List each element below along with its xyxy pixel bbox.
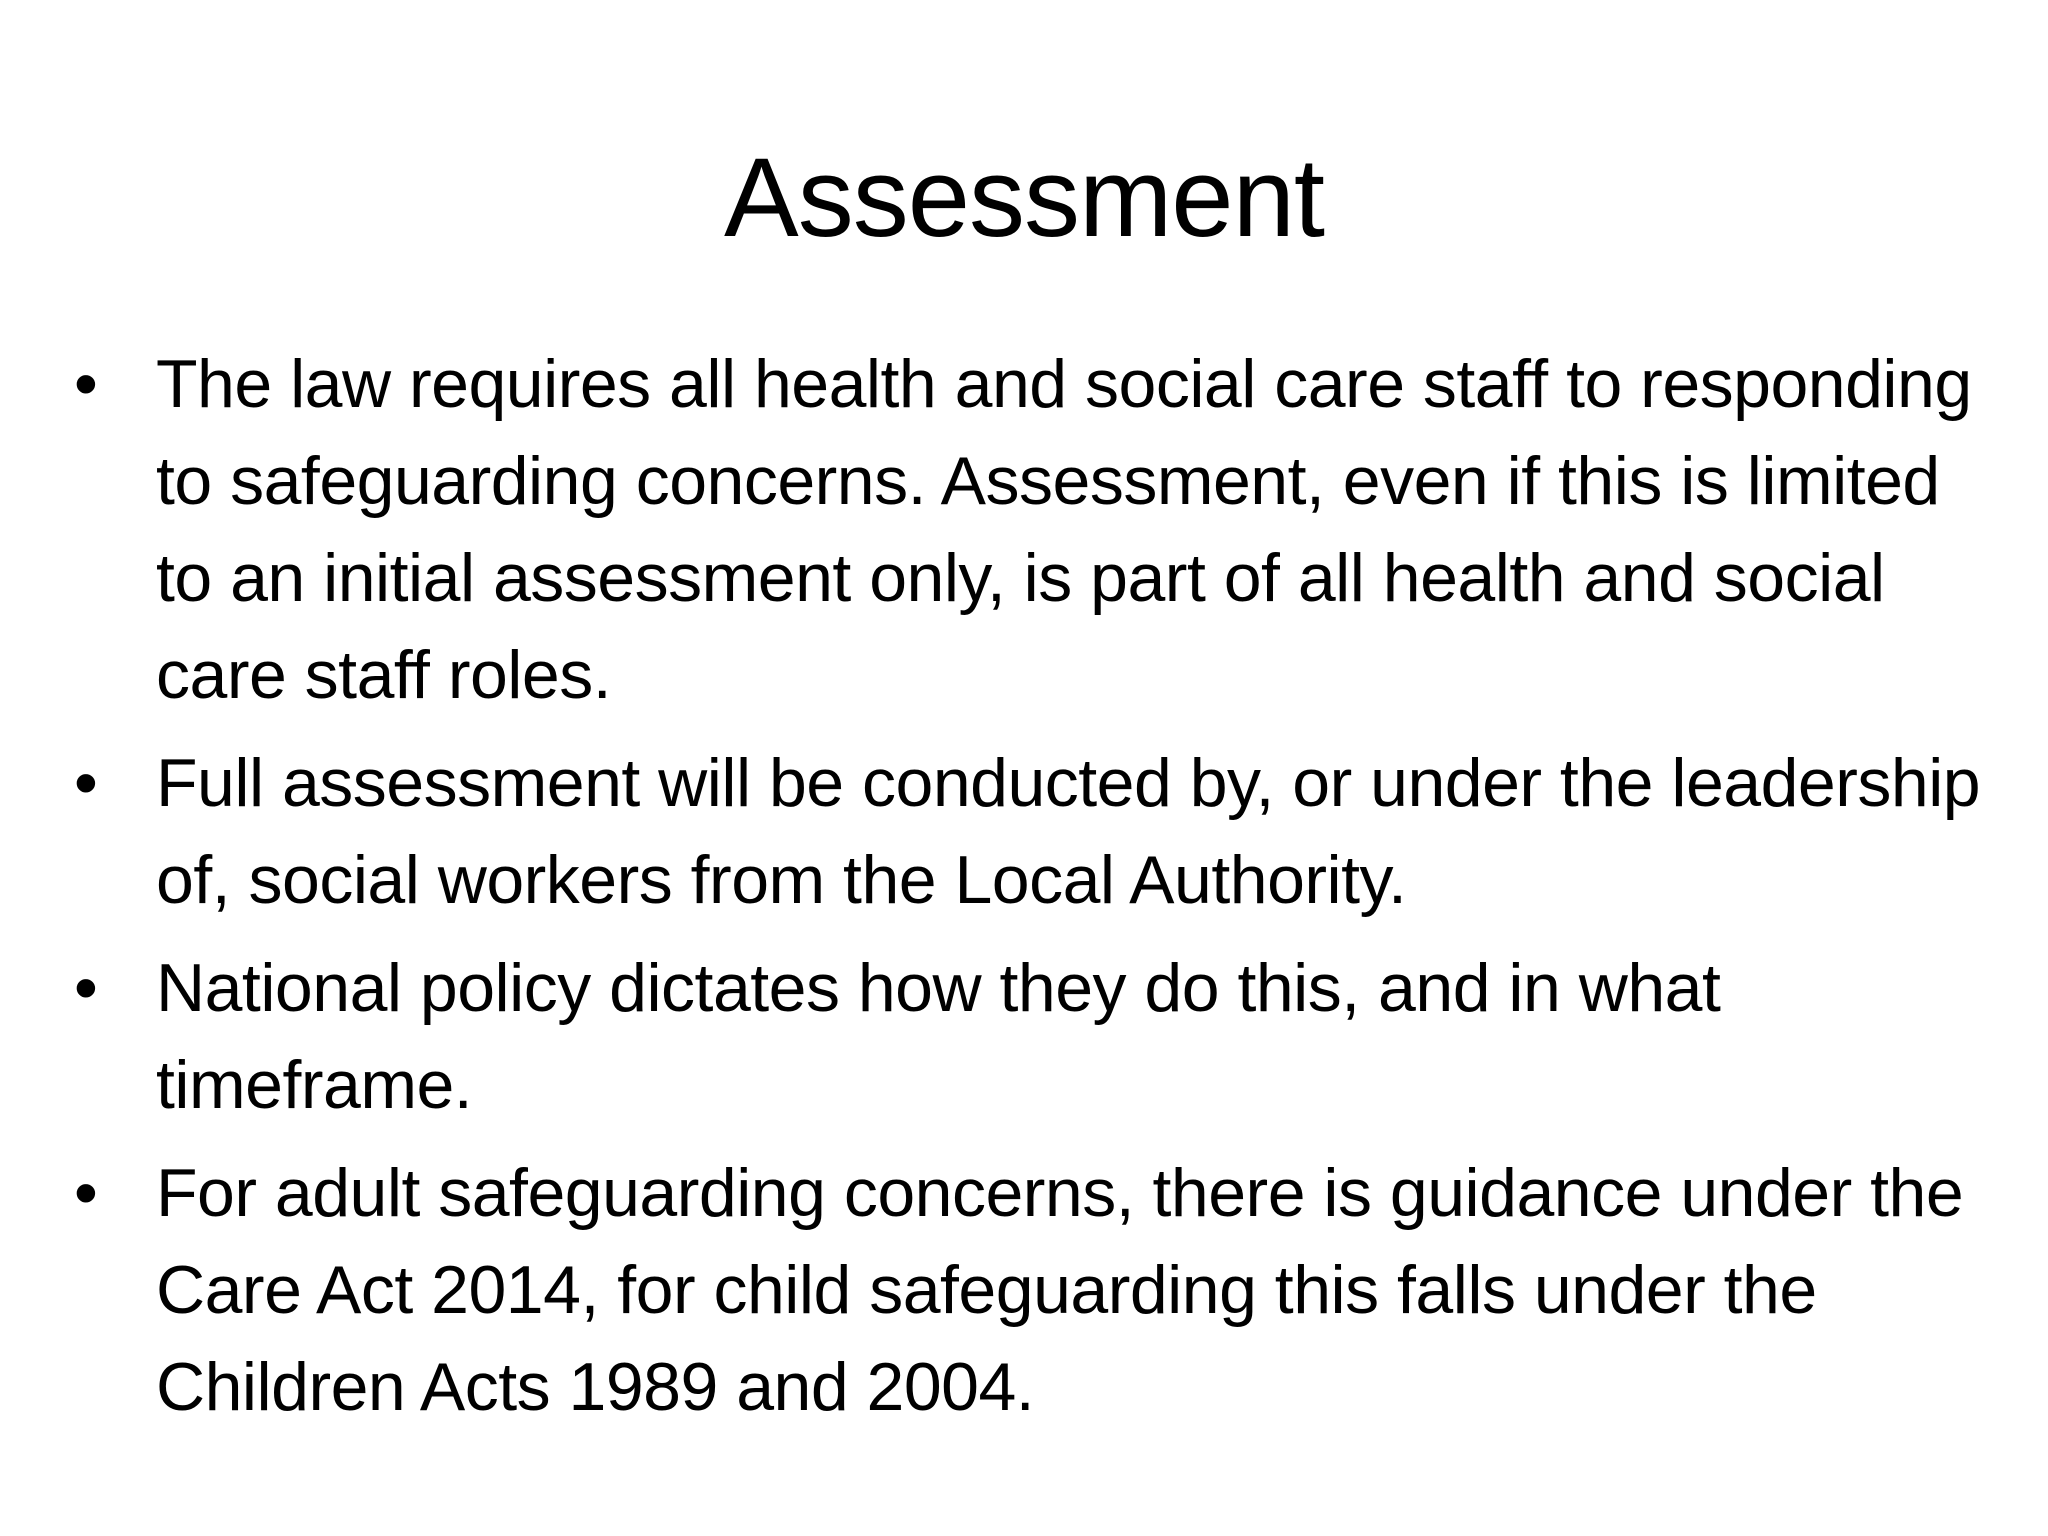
- bullet-dot-icon: •: [74, 950, 98, 1026]
- bullet-dot-icon: •: [74, 1155, 98, 1231]
- bullet-text: For adult safeguarding concerns, there is guidance under the Care Act 2014, for child safeguarding this falls under the Children Acts 1989 and 2004.: [156, 1155, 1964, 1425]
- bullet-item: [72, 336, 1992, 724]
- bullet-item: [72, 940, 1992, 1134]
- bullet-dot-icon: •: [74, 745, 98, 821]
- bullet-item: [72, 735, 1992, 929]
- bullet-item: [72, 1145, 1992, 1436]
- bullet-text: National policy dictates how they do this, and in what timeframe.: [156, 950, 1721, 1123]
- bullet-text: The law requires all health and social care staff to responding to safeguarding concerns. Assessment, even if this is limited to an initial assessment only, is part of all health and social care staff roles.: [156, 346, 1972, 713]
- bullet-dot-icon: •: [74, 346, 98, 422]
- bullet-text: Full assessment will be conducted by, or under the leadership of, social workers from the Local Authority.: [156, 745, 1981, 918]
- slide-title: Assessment: [724, 135, 1324, 260]
- bullet-list: [72, 336, 1992, 1447]
